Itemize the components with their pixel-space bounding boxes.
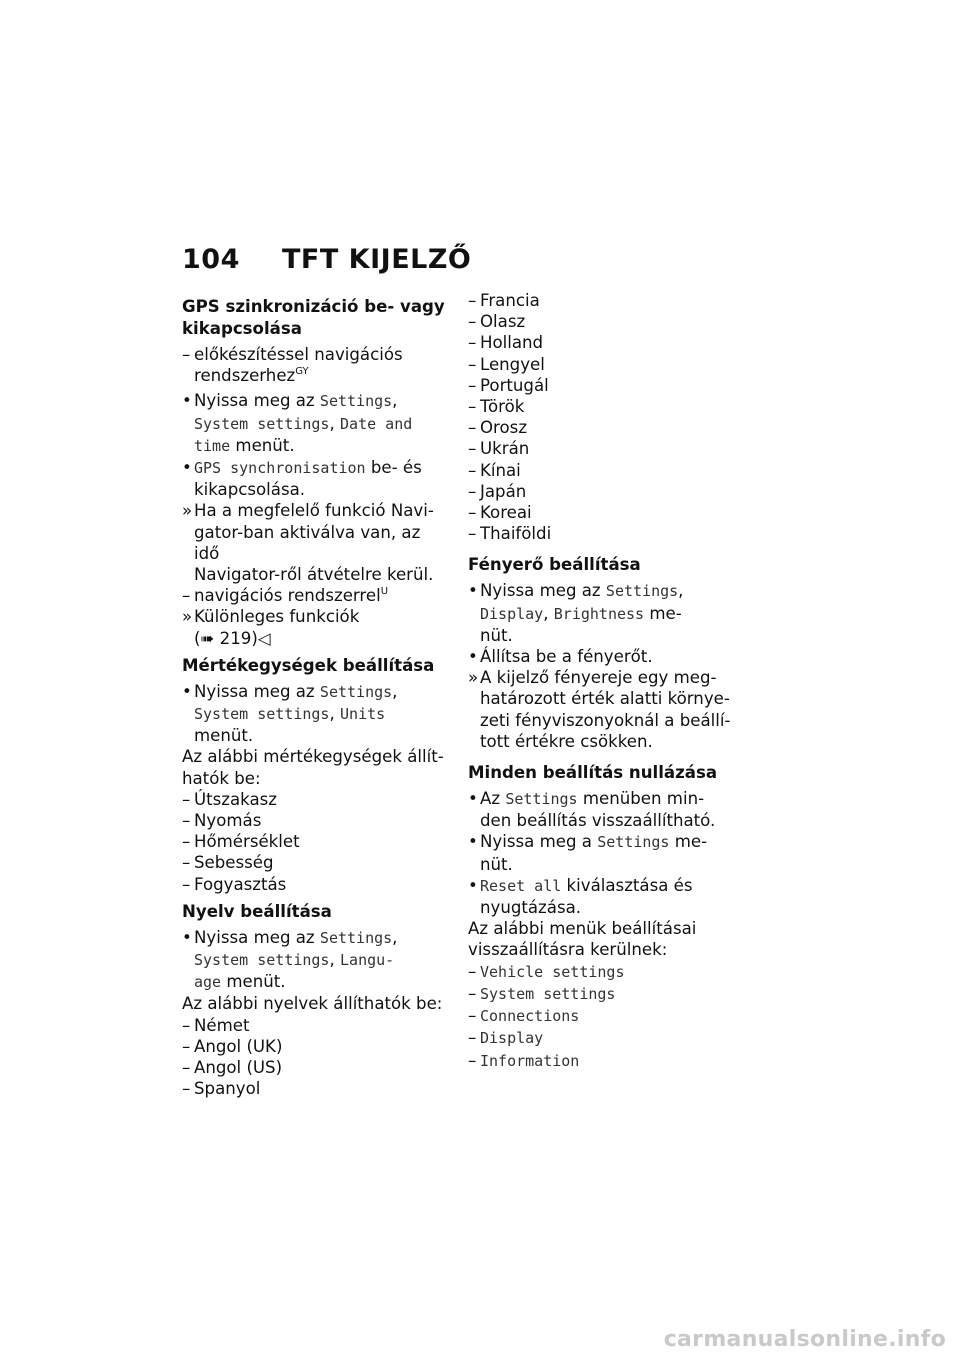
result-arrow-icon: » bbox=[182, 501, 193, 521]
list-item: • Reset all kiválasztása és nyugtázása. bbox=[468, 875, 693, 918]
list-item: – Nyomás bbox=[182, 811, 262, 831]
bullet-icon: • bbox=[468, 789, 478, 809]
list-item: – Fogyasztás bbox=[182, 874, 287, 894]
list-item: • Az Settings menüben min- den beállítás visszaállítható. bbox=[468, 789, 716, 831]
section-heading-language: Nyelv beállítása bbox=[182, 901, 332, 921]
bullet-icon: • bbox=[182, 391, 192, 411]
list-item: – Information bbox=[468, 1050, 580, 1070]
list-item: – Display bbox=[468, 1028, 544, 1048]
list-item: – Portugál bbox=[468, 375, 549, 395]
list-item: • Nyissa meg az Settings, System settings, Langu- age menüt. bbox=[182, 927, 398, 992]
list-item: – navigációs rendszerrel$^U$ bbox=[182, 586, 389, 606]
bullet-icon: • bbox=[468, 647, 478, 667]
bullet-icon: • bbox=[468, 581, 478, 601]
list-item: – előkészítéssel navigációs rendszerhez$^{GY}$ bbox=[182, 345, 403, 386]
list-item: • Nyissa meg az Settings, System settings, Units menüt. bbox=[182, 681, 398, 746]
list-item: • Nyissa meg az Settings, Display, Brightness me- nüt. bbox=[468, 581, 684, 645]
watermark: carmanualsonline.info bbox=[663, 1327, 946, 1352]
paragraph: Az alábbi nyelvek állíthatók be: bbox=[182, 994, 443, 1014]
paragraph: hatók be: bbox=[182, 768, 261, 788]
section-heading-brightness: Fényerő beállítása bbox=[468, 555, 641, 575]
result-arrow-icon: » bbox=[182, 607, 193, 627]
section-heading-gps: GPS szinkronizáció be- vagy kikapcsolása bbox=[182, 297, 445, 338]
bullet-icon: • bbox=[182, 927, 192, 947]
list-item: • GPS synchronisation be- és kikapcsolása. bbox=[182, 458, 422, 500]
list-item: – Útszakasz bbox=[182, 789, 278, 809]
list-item: » A kijelző fényereje egy meg- határozott érték alatti környe- zeti fényviszonyoknál a beállí- tott értékre csökken. bbox=[468, 668, 731, 751]
list-item: – Holland bbox=[468, 333, 544, 353]
list-item: – Japán bbox=[468, 481, 527, 501]
bullet-icon: • bbox=[182, 681, 192, 701]
list-item: – Koreai bbox=[468, 503, 532, 523]
page-title: TFT KIJELZŐ bbox=[282, 244, 472, 275]
list-item: – System settings bbox=[468, 983, 616, 1003]
right-column bbox=[468, 290, 733, 1072]
list-item: – Connections bbox=[468, 1006, 580, 1026]
bullet-icon: • bbox=[468, 832, 478, 852]
list-item: – Kínai bbox=[468, 460, 521, 480]
section-heading-reset: Minden beállítás nullázása bbox=[468, 763, 718, 783]
paragraph: visszaállításra kerülnek: bbox=[468, 940, 668, 960]
section-heading-units: Mértékegységek beállítása bbox=[182, 655, 435, 675]
list-item: – Sebesség bbox=[182, 853, 274, 873]
list-item: – Német bbox=[182, 1015, 250, 1035]
list-item: – Angol (UK) bbox=[182, 1036, 283, 1056]
list-item: – Vehicle settings bbox=[468, 961, 625, 981]
list-item: • Nyissa meg a Settings me- nüt. bbox=[468, 832, 708, 874]
list-item: – Thaiföldi bbox=[468, 524, 552, 544]
list-item: – Török bbox=[468, 397, 525, 417]
list-item: – Francia bbox=[468, 291, 540, 310]
list-item: – Ukrán bbox=[468, 439, 530, 459]
list-item: – Lengyel bbox=[468, 354, 545, 374]
page-number: 104 bbox=[182, 244, 240, 275]
paragraph: Az alábbi mértékegységek állít- bbox=[182, 747, 444, 767]
list-item: – Hőmérséklet bbox=[182, 832, 300, 852]
list-item: – Orosz bbox=[468, 418, 528, 438]
list-item: • Nyissa meg az Settings, System settings, Date and time menüt. bbox=[182, 391, 413, 455]
list-item: – Angol (US) bbox=[182, 1058, 283, 1078]
bullet-icon: • bbox=[468, 875, 478, 895]
list-item: • Állítsa be a fényerőt. bbox=[468, 647, 653, 667]
bullet-icon: • bbox=[182, 458, 192, 478]
result-arrow-icon: » bbox=[468, 668, 479, 688]
list-item: – Olasz bbox=[468, 312, 526, 332]
list-item: » Ha a megfelelő funkció Navi- gator-ban aktiválva van, az idő Navigator-ről átvételre kerül. bbox=[182, 501, 434, 585]
list-item: – Spanyol bbox=[182, 1079, 261, 1099]
list-item: » Különleges funkciók (➠ 219)◁ bbox=[182, 607, 360, 648]
page-reference-link[interactable]: (➠ 219)◁ bbox=[194, 628, 271, 648]
left-column bbox=[182, 290, 450, 1100]
paragraph: Az alábbi menük beállításai bbox=[468, 919, 697, 939]
